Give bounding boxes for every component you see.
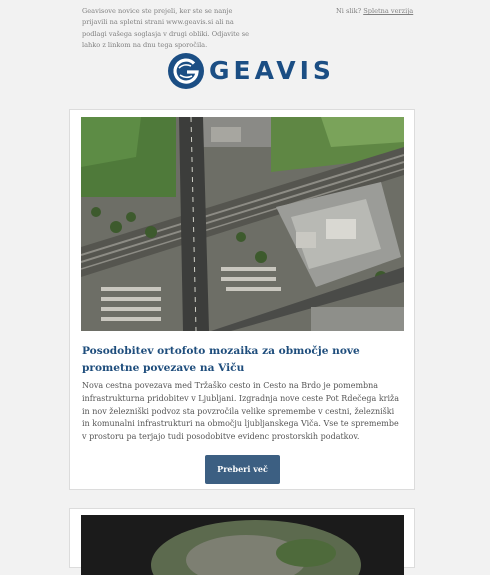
next-article-image[interactable] — [81, 515, 404, 575]
article-description: Nova cestna povezava med Tržaško cesto in Cesto na Brdo je pomembna infrastrukturna pridobitev v Ljubljani. Izgradnja nove ceste Pot Rdečega križa in nov železniški podvoz sta povzročila velike spremembe v cestni, železniški in komunalni infrastrukturi na območju ljubljanskega Viča. Vse te spremembe v prostoru pa terjajo tudi posodobitve evidenc prostorskih podatkov. — [82, 381, 400, 442]
geavis-logo[interactable] — [167, 52, 335, 90]
aerial-image — [81, 117, 404, 331]
article-title[interactable]: Posodobitev ortofoto mozaika za območje nove prometne povezave na Viču — [82, 345, 360, 374]
next-aerial-image — [81, 515, 404, 575]
next-article-card — [69, 508, 415, 568]
read-more-button[interactable]: Preberi več — [205, 455, 280, 484]
preheader-text: Geavisove novice ste prejeli, ker ste se nanje prijavili na spletni strani www.geavis.si ali na podlagi vašega soglasja v drugi obliki. Odjavite se lahko z linkom na dnu tega sporočila. — [82, 7, 250, 49]
no-images-text: Ni slik? — [336, 7, 362, 15]
web-version-notice — [336, 6, 413, 17]
article-aerial-photo[interactable] — [81, 117, 404, 331]
geavis-globe-logo-icon — [167, 52, 205, 90]
article-card — [69, 109, 415, 490]
logo-wordmark: GEAVIS — [209, 56, 335, 85]
web-version-link[interactable]: Spletna verzija — [363, 7, 414, 15]
